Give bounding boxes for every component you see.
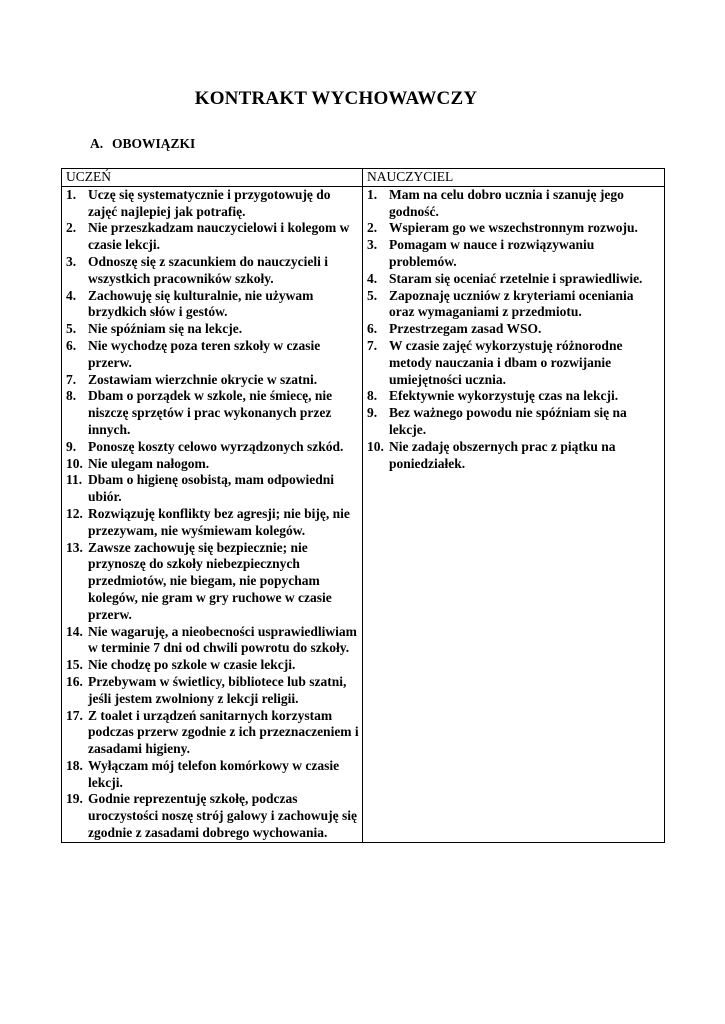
nauczyciel-cell bbox=[363, 186, 665, 842]
item-number: 4. bbox=[367, 270, 378, 286]
item-text: Uczę się systematycznie i przygotowuję do zajęć najlepiej jak potrafię. bbox=[88, 186, 331, 219]
section-letter: A. bbox=[90, 136, 104, 151]
uczen-item bbox=[66, 187, 360, 221]
uczen-item bbox=[66, 506, 360, 540]
item-number: 10. bbox=[367, 438, 384, 454]
uczen-item bbox=[66, 321, 360, 338]
uczen-item bbox=[66, 674, 360, 708]
section-label: OBOWIĄZKI bbox=[112, 136, 196, 151]
uczen-item bbox=[66, 758, 360, 792]
item-number: 5. bbox=[367, 287, 378, 303]
item-text: Dbam o higienę osobistą, mam odpowiedni ubiór. bbox=[88, 472, 335, 505]
item-text: Nie spóźniam się na lekcje. bbox=[88, 321, 243, 337]
item-number: 9. bbox=[367, 405, 378, 421]
item-text: Nie zadaję obszernych prac z piątku na poniedziałek. bbox=[389, 438, 616, 471]
nauczyciel-item bbox=[367, 220, 662, 237]
uczen-item bbox=[66, 791, 360, 841]
item-text: Przebywam w świetlicy, bibliotece lub szatni, jeśli jestem zwolniony z lekcji religii. bbox=[88, 673, 347, 706]
uczen-item bbox=[66, 288, 360, 322]
uczen-item bbox=[66, 708, 360, 758]
item-number: 3. bbox=[66, 253, 77, 269]
nauczyciel-item bbox=[367, 237, 662, 271]
item-text: Zachowuję się kulturalnie, nie używam brzydkich słów i gestów. bbox=[88, 287, 314, 320]
item-number: 9. bbox=[66, 438, 77, 454]
item-text: Godnie reprezentuję szkołę, podczas uroczystości noszę strój galowy i zachowuję się zgodnie z zasadami dobrego wychowania. bbox=[88, 791, 357, 841]
item-text: Nie ulegam nałogom. bbox=[88, 455, 210, 471]
item-number: 8. bbox=[367, 388, 378, 404]
nauczyciel-item bbox=[367, 405, 662, 439]
item-text: Zawsze zachowuję się bezpiecznie; nie przynoszę do szkoły niebezpiecznych przedmiotów, nie biegam, nie popycham kolegów, nie gram w gry ruchowe w czasie przerw. bbox=[88, 539, 332, 622]
item-text: Odnoszę się z szacunkiem do nauczycieli i wszystkich pracowników szkoły. bbox=[88, 253, 328, 286]
uczen-cell bbox=[62, 186, 363, 842]
item-text: Staram się oceniać rzetelnie i sprawiedliwie. bbox=[389, 270, 643, 286]
item-text: Wyłączam mój telefon komórkowy w czasie lekcji. bbox=[88, 757, 340, 790]
item-number: 7. bbox=[367, 337, 378, 353]
uczen-item bbox=[66, 388, 360, 438]
item-number: 19. bbox=[66, 791, 83, 807]
uczen-item bbox=[66, 338, 360, 372]
uczen-item bbox=[66, 624, 360, 658]
item-number: 2. bbox=[66, 220, 77, 236]
item-text: Nie przeszkadzam nauczycielowi i kolegom w czasie lekcji. bbox=[88, 220, 350, 253]
nauczyciel-item bbox=[367, 187, 662, 221]
nauczyciel-item bbox=[367, 388, 662, 405]
item-number: 6. bbox=[66, 337, 77, 353]
contract-table bbox=[61, 168, 665, 843]
item-text: Ponoszę koszty celowo wyrządzonych szkód. bbox=[88, 438, 344, 454]
item-number: 7. bbox=[66, 371, 77, 387]
nauczyciel-list bbox=[367, 187, 662, 473]
item-number: 6. bbox=[367, 321, 378, 337]
uczen-item bbox=[66, 540, 360, 624]
item-text: Zostawiam wierzchnie okrycie w szatni. bbox=[88, 371, 318, 387]
item-number: 5. bbox=[66, 321, 77, 337]
nauczyciel-item bbox=[367, 321, 662, 338]
item-text: Przestrzegam zasad WSO. bbox=[389, 321, 542, 337]
item-number: 12. bbox=[66, 505, 83, 521]
nauczyciel-item bbox=[367, 338, 662, 388]
nauczyciel-item bbox=[367, 288, 662, 322]
item-text: Mam na celu dobro ucznia i szanuję jego godność. bbox=[389, 186, 624, 219]
uczen-item bbox=[66, 472, 360, 506]
uczen-list bbox=[66, 187, 360, 842]
item-number: 8. bbox=[66, 388, 77, 404]
item-number: 1. bbox=[367, 186, 378, 202]
item-number: 3. bbox=[367, 237, 378, 253]
uczen-item bbox=[66, 456, 360, 473]
item-number: 4. bbox=[66, 287, 77, 303]
uczen-item bbox=[66, 439, 360, 456]
nauczyciel-item bbox=[367, 439, 662, 473]
item-text: Nie chodzę po szkole w czasie lekcji. bbox=[88, 657, 296, 673]
item-number: 2. bbox=[367, 220, 378, 236]
uczen-item bbox=[66, 372, 360, 389]
item-text: Rozwiązuję konflikty bez agresji; nie biję, nie przezywam, nie wyśmiewam kolegów. bbox=[88, 505, 350, 538]
item-text: W czasie zajęć wykorzystuję różnorodne metody nauczania i dbam o rozwijanie umiejętności ucznia. bbox=[389, 337, 623, 387]
item-text: Efektywnie wykorzystuję czas na lekcji. bbox=[389, 388, 619, 404]
section-heading bbox=[90, 136, 195, 152]
item-number: 10. bbox=[66, 455, 83, 471]
item-number: 15. bbox=[66, 657, 83, 673]
item-text: Z toalet i urządzeń sanitarnych korzystam podczas przerw zgodnie z ich przeznaczeniem i zasadami higieny. bbox=[88, 707, 359, 757]
header-nauczyciel: NAUCZYCIEL bbox=[363, 169, 665, 187]
item-number: 17. bbox=[66, 707, 83, 723]
item-number: 18. bbox=[66, 757, 83, 773]
item-text: Wspieram go we wszechstronnym rozwoju. bbox=[389, 220, 638, 236]
item-text: Nie wagaruję, a nieobecności usprawiedliwiam w terminie 7 dni od chwili powrotu do szkoły. bbox=[88, 623, 357, 656]
nauczyciel-item bbox=[367, 271, 662, 288]
document-title: KONTRAKT WYCHOWAWCZY bbox=[194, 88, 478, 109]
item-number: 14. bbox=[66, 623, 83, 639]
item-text: Zapoznaję uczniów z kryteriami oceniania oraz wymaganiami z przedmiotu. bbox=[389, 287, 634, 320]
header-uczen: UCZEŃ bbox=[62, 169, 363, 187]
uczen-item bbox=[66, 254, 360, 288]
uczen-item bbox=[66, 657, 360, 674]
item-text: Pomagam w nauce i rozwiązywaniu problemów. bbox=[389, 237, 595, 269]
item-text: Bez ważnego powodu nie spóźniam się na lekcje. bbox=[389, 405, 627, 437]
item-text: Nie wychodzę poza teren szkoły w czasie przerw. bbox=[88, 337, 321, 370]
uczen-item bbox=[66, 220, 360, 254]
item-number: 13. bbox=[66, 539, 83, 555]
item-text: Dbam o porządek w szkole, nie śmiecę, nie niszczę sprzętów i prac wykonanych przez innych. bbox=[88, 388, 333, 437]
item-number: 11. bbox=[66, 472, 83, 488]
item-number: 16. bbox=[66, 673, 83, 689]
item-number: 1. bbox=[66, 186, 77, 202]
